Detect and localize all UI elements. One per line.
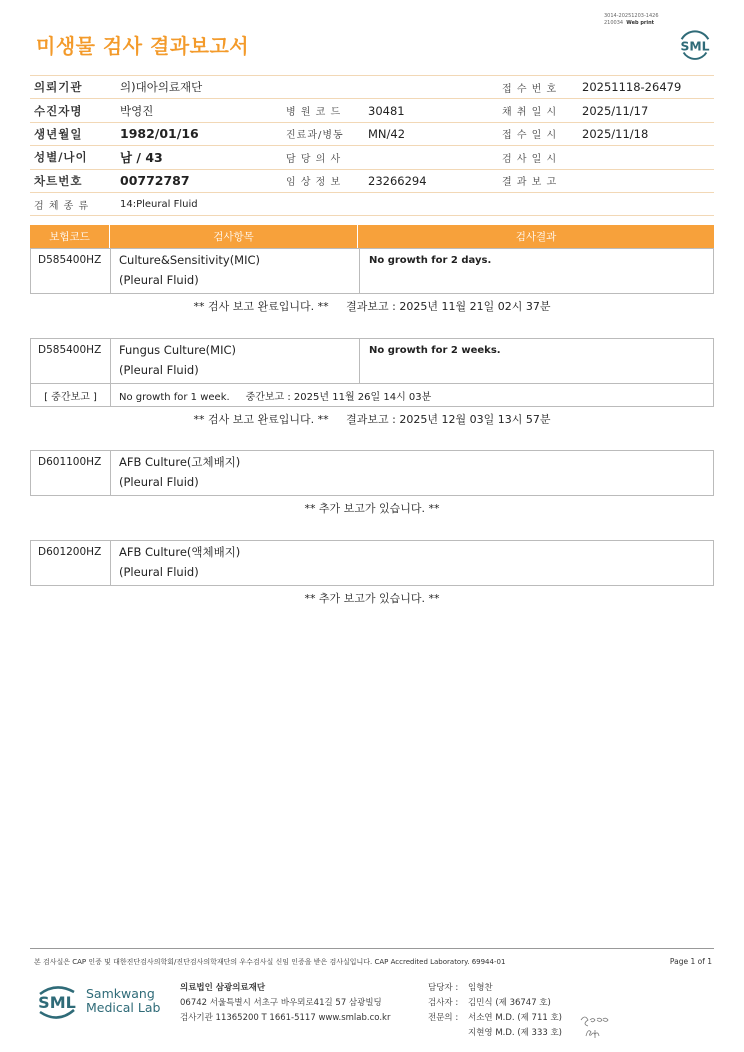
footer-logo-mark: SML [38,993,76,1012]
info-row [30,192,714,215]
test-specimen: (Pleural Fluid) [119,273,199,287]
department-ward-value: MN/42 [364,122,498,145]
requesting-institution-value: 의)대아의료재단 [116,76,282,99]
staff-name: 김민식 (제 36747 호) [468,998,551,1008]
chart-number-value: 00772787 [116,169,282,192]
org-name: 의료법인 삼광의료재단 [180,983,266,993]
print-id: 3014-20251203-1426 [604,13,659,19]
patient-name-value: 박영진 [116,99,282,122]
print-seq: 210034 [604,20,624,26]
label-specimen-type: 검 체 종 류 [30,192,116,215]
staff-name: 지현영 M.D. (제 333 호) [468,1028,563,1038]
label-department-ward: 진료과/병동 [282,122,364,145]
report-title: 미생물 검사 결과보고서 [36,34,250,58]
header-test-item: 검사항목 [110,225,358,248]
info-row [30,122,714,145]
results-header [30,225,714,248]
report-status-note: ** 검사 보고 완료입니다. ** 결과보고 : 2025년 11월 21일 02시 37분 [193,300,551,313]
brand-line-2: Medical Lab [86,1000,161,1015]
test-block-afb-liquid [30,540,714,586]
clinical-info-value: 23266294 [364,169,498,192]
patient-info-table [30,75,714,216]
report-status-note: ** 추가 보고가 있습니다. ** [304,502,440,515]
label-birth-date: 생년월일 [30,122,116,145]
org-contact: 검사기관 11365200 T 1661-5117 www.smlab.co.kr [180,1013,391,1023]
signature-icon [578,1010,614,1040]
attending-physician-value [364,146,498,169]
specimen-type-value: 14:Pleural Fluid [116,192,714,215]
staff-name: 서소연 M.D. (제 711 호) [468,1013,563,1023]
test-item-name: Fungus Culture(MIC) [119,343,236,357]
test-specimen: (Pleural Fluid) [119,363,199,377]
staff-row: 검사자 : 김민식 (제 36747 호) [428,996,562,1011]
staff-row: 담당자 : 임형찬 [428,981,562,996]
header-insurance-code: 보험코드 [30,225,110,248]
test-block-afb-solid [30,450,714,496]
info-row [30,99,714,122]
label-patient-name: 수진자명 [30,99,116,122]
info-row [30,169,714,192]
footer-divider [30,948,714,949]
brand-line-1: Samkwang [86,986,155,1001]
label-result-report: 결 과 보 고 [498,169,578,192]
test-result: No growth for 2 weeks. [359,339,713,383]
print-meta [604,13,659,27]
result-report-value [578,169,714,192]
label-test-date: 검 사 일 시 [498,146,578,169]
page-number: Page 1 of 1 [669,957,712,966]
collection-date-value: 2025/11/17 [578,99,714,122]
test-result: No growth for 2 days. [359,249,713,293]
info-row [30,146,714,169]
test-item-name: AFB Culture(액체배지) [119,545,241,559]
label-requesting-institution: 의뢰기관 [30,76,116,99]
received-date-value: 2025/11/18 [578,122,714,145]
test-item-name: AFB Culture(고체배지) [119,455,241,469]
report-status-note: ** 추가 보고가 있습니다. ** [304,592,440,605]
label-hospital-code: 병 원 코 드 [282,99,364,122]
organization-info [180,981,390,1026]
footer-logo [36,980,160,1022]
web-print-label: Web print [626,20,655,26]
test-block-culture-sensitivity [30,248,714,294]
label-attending-physician: 담 당 의 사 [282,146,364,169]
hospital-code-value: 30481 [364,99,498,122]
sml-swoosh-icon [36,980,78,1022]
test-specimen: (Pleural Fluid) [119,565,199,579]
staff-name: 임형찬 [468,983,493,993]
staff-info [428,981,562,1041]
staff-row [428,1026,562,1041]
label-accession-number: 접 수 번 호 [498,76,578,99]
test-date-value [578,146,714,169]
insurance-code: D601100HZ [31,451,111,495]
header-test-result: 검사결과 [515,231,557,243]
logo-text: SML [680,39,710,54]
label-chart-number: 차트번호 [30,169,116,192]
label-sex-age: 성별/나이 [30,146,116,169]
label-clinical-info: 임 상 정 보 [282,169,364,192]
org-address: 06742 서울특별시 서초구 바우뫼로41길 57 삼광빌딩 [180,998,382,1008]
test-item-name: Culture&Sensitivity(MIC) [119,253,261,267]
sml-logo-icon [676,24,714,62]
insurance-code: D585400HZ [31,339,111,383]
accession-number-value: 20251118-26479 [578,76,714,99]
interim-report-row [30,384,714,407]
certification-text: 본 검사실은 CAP 인증 및 대한진단검사의학회/진단검사의학재단의 우수검사실 신임 인증을 받은 검사실입니다. CAP Accredited Laboratory. 69944-01 [34,958,506,966]
test-block-fungus-culture [30,338,714,384]
interim-label: [ 중간보고 ] [31,384,111,406]
insurance-code: D585400HZ [31,249,111,293]
sex-age-value: 남 / 43 [116,146,282,169]
label-collection-date: 채 취 일 시 [498,99,578,122]
info-row [30,76,714,99]
test-specimen: (Pleural Fluid) [119,475,199,489]
birth-date-value: 1982/01/16 [116,122,282,145]
interim-text: No growth for 1 week. 중간보고 : 2025년 11월 26일 14시 03분 [119,391,432,403]
staff-row: 전문의 : 서소연 M.D. (제 711 호) [428,1011,562,1026]
report-status-note: ** 검사 보고 완료입니다. ** 결과보고 : 2025년 12월 03일 13시 57분 [193,413,551,426]
label-received-date: 접 수 일 시 [498,122,578,145]
insurance-code: D601200HZ [31,541,111,585]
